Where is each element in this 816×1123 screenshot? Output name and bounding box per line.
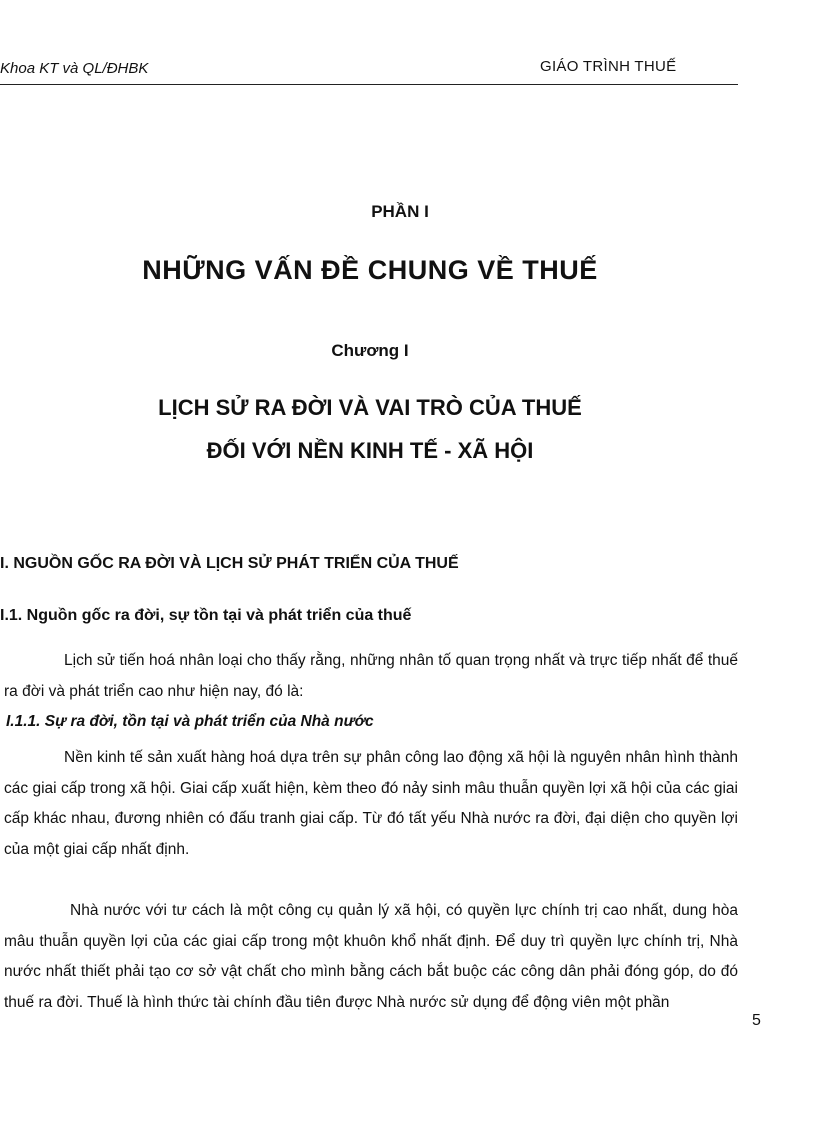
part-title: NHỮNG VẤN ĐỀ CHUNG VỀ THUẾ — [142, 255, 598, 285]
body-paragraph-1: Nền kinh tế sản xuất hàng hoá dựa trên sự phân công lao động xã hội là nguyên nhân hình thành các giai cấp trong xã hội. Giai cấp xuất hiện, kèm theo đó nảy sinh mâu thuẫn quyền lợi xã hội của các giai cấp khác nhau, đương nhiên có đấu tranh giai cấp. Từ đó tất yếu Nhà nước ra đời, đại diện cho quyền lợi của một giai cấp nhất định. — [4, 749, 738, 858]
chapter-title-line-2: ĐỐI VỚI NỀN KINH TẾ - XÃ HỘI — [206, 438, 534, 463]
section-heading: I. NGUỒN GỐC RA ĐỜI VÀ LỊCH SỬ PHÁT TRIỂN CỦA THUẾ — [0, 555, 459, 572]
header-institution: Khoa KT và QL/ĐHBK — [0, 60, 149, 77]
chapter-title-line-1: LỊCH SỬ RA ĐỜI VÀ VAI TRÒ CỦA THUẾ — [158, 395, 582, 420]
page-number: 5 — [752, 1012, 761, 1029]
part-label: PHẦN I — [371, 202, 429, 221]
intro-paragraph: Lịch sử tiến hoá nhân loại cho thấy rằng, những nhân tố quan trọng nhất và trực tiếp nhất để thuế ra đời và phát triển cao như hiện nay, đó là: — [4, 652, 738, 700]
chapter-label: Chương I — [331, 341, 409, 360]
header-book-title: GIÁO TRÌNH THUẾ — [540, 58, 677, 75]
subsubsection-heading: I.1.1. Sự ra đời, tồn tại và phát triển của Nhà nước — [6, 713, 374, 730]
body-paragraph-2: Nhà nước với tư cách là một công cụ quản lý xã hội, có quyền lực chính trị cao nhất, dung hòa mâu thuẫn quyền lợi của các giai cấp trong một khuôn khổ nhất định. Để duy trì quyền lực chính trị, Nhà nước nhất thiết phải tạo cơ sở vật chất cho mình bằng cách bắt buộc các công dân phải đóng góp, do đó thuế ra đời. Thuế là hình thức tài chính đầu tiên được Nhà nước sử dụng để động viên một phần — [4, 902, 738, 1011]
subsection-heading: I.1. Nguồn gốc ra đời, sự tồn tại và phát triển của thuế — [0, 607, 412, 624]
header-divider — [0, 84, 738, 85]
